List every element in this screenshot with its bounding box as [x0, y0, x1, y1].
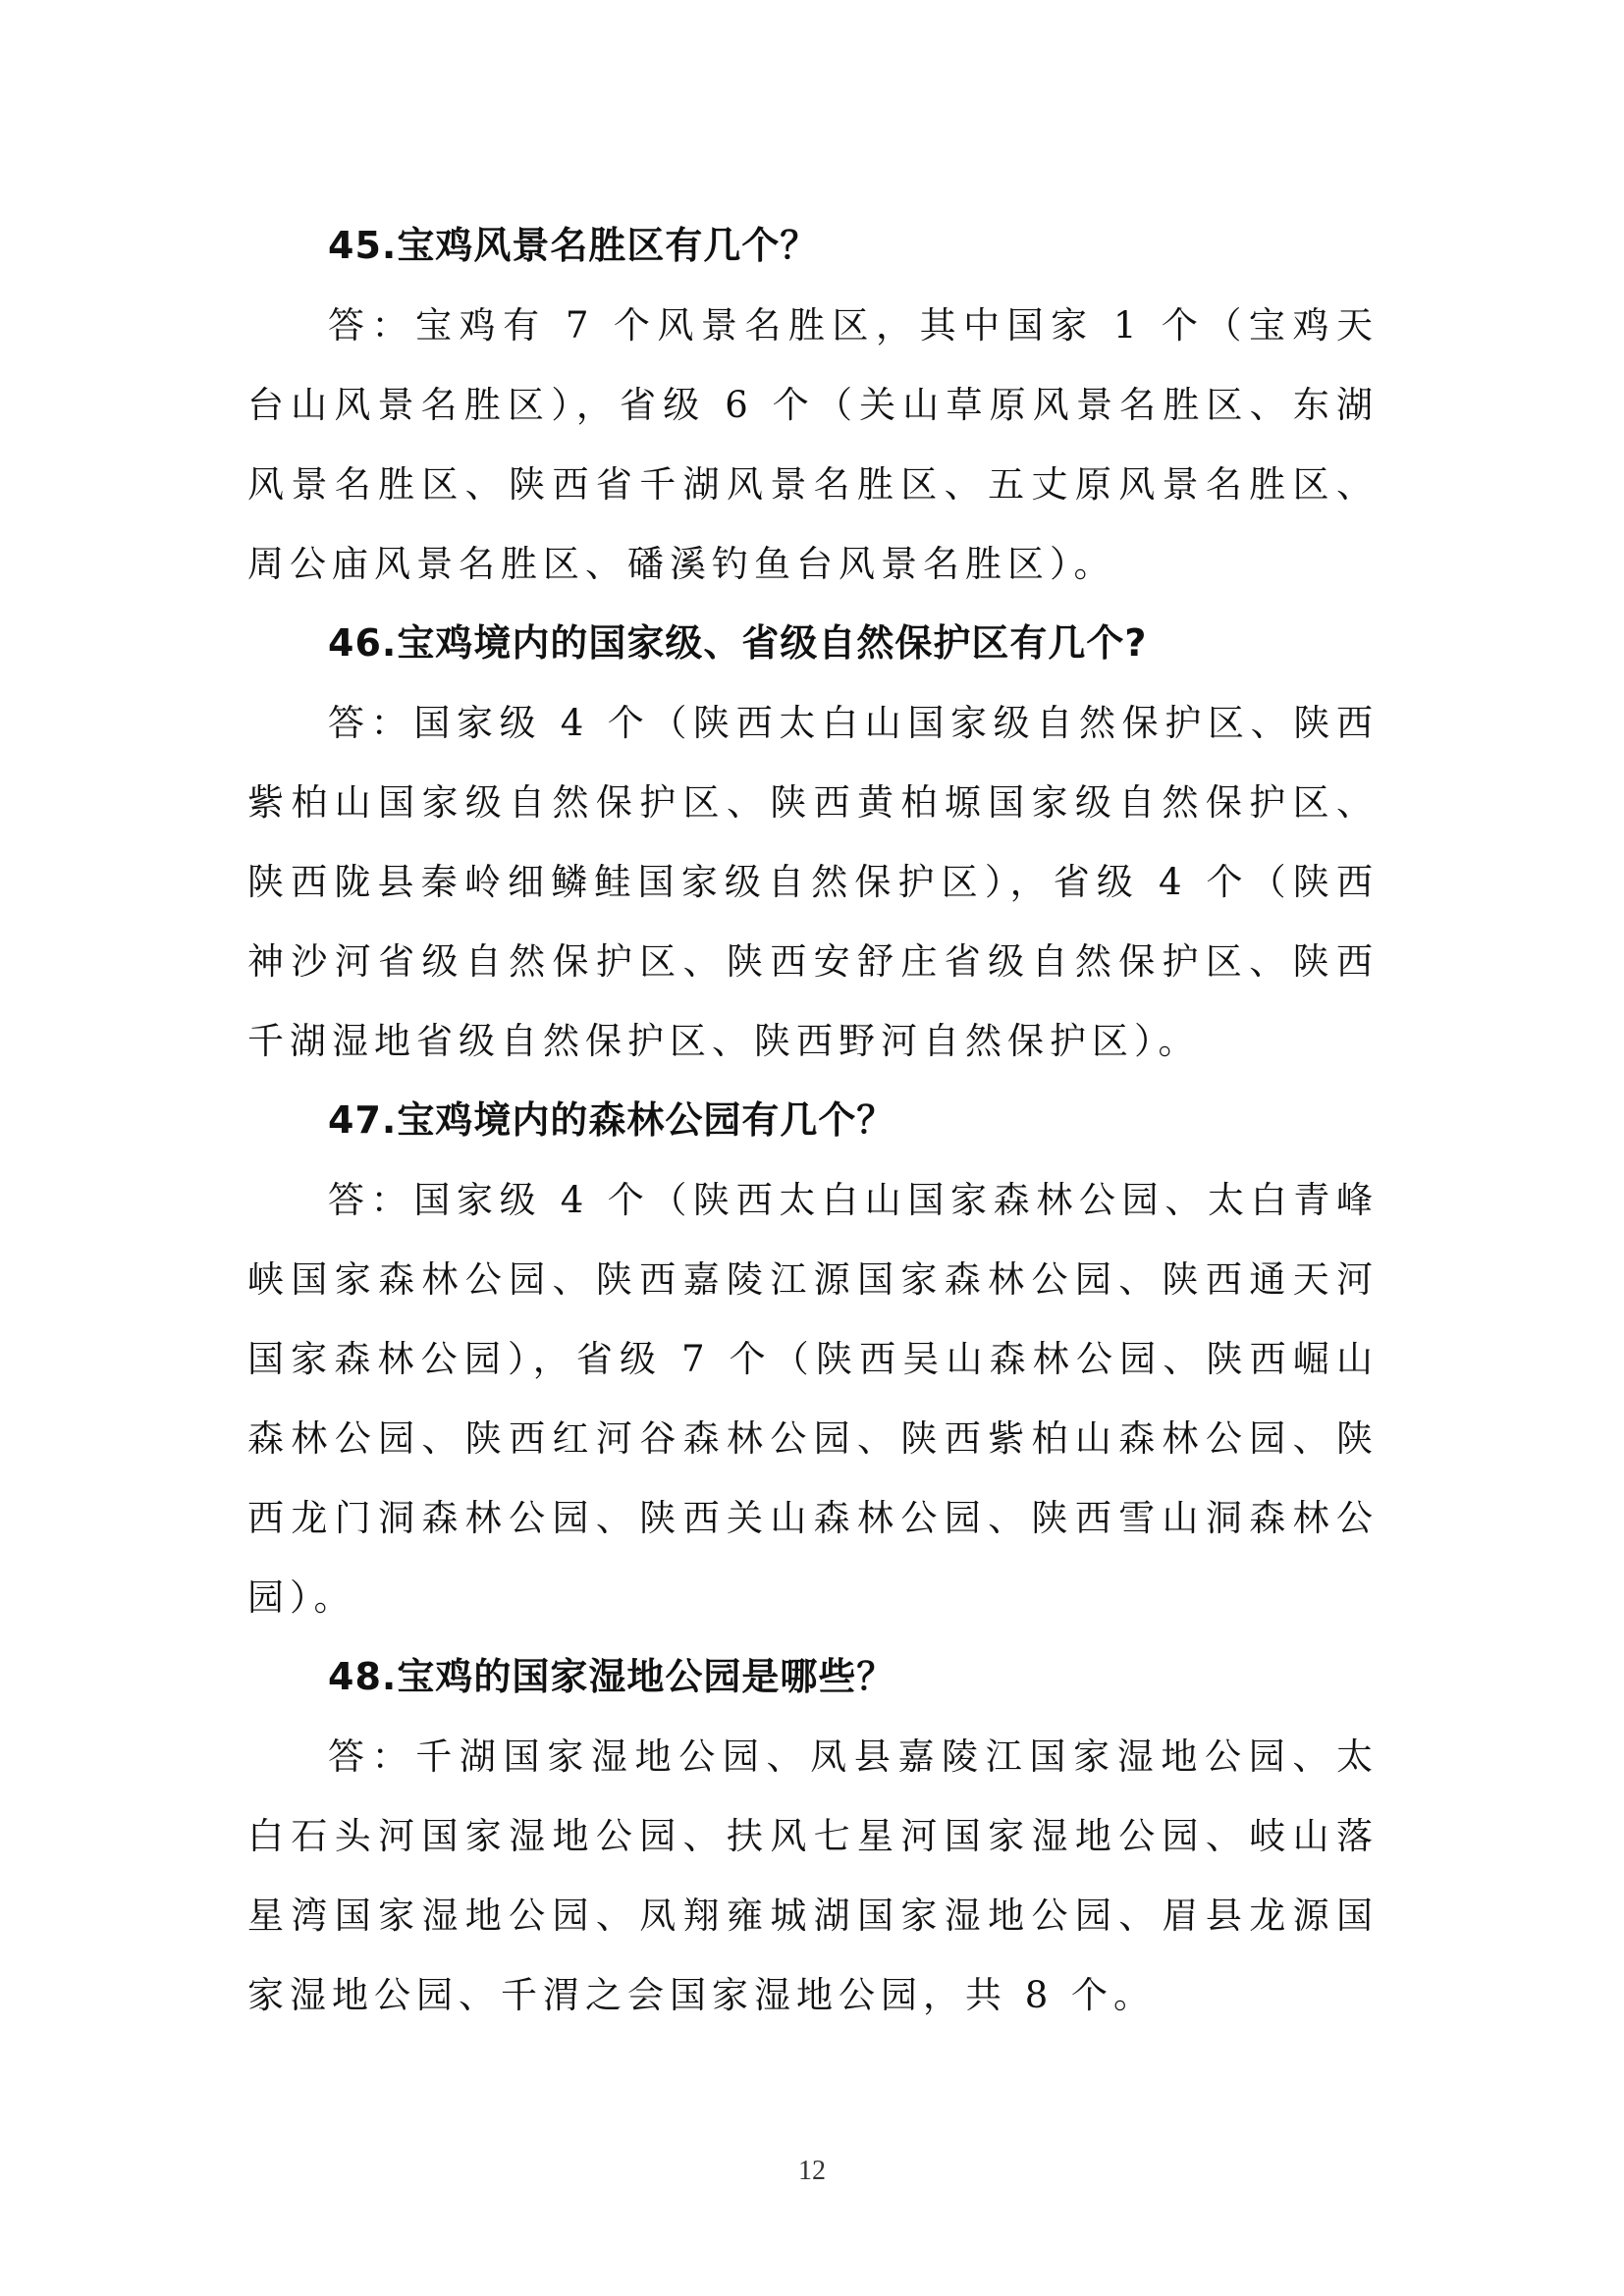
answer-48: 答：千湖国家湿地公园、凤县嘉陵江国家湿地公园、太白石头河国家湿地公园、扶风七星河国家湿地公园、岐山落星湾国家湿地公园、凤翔雍城湖国家湿地公园、眉县龙源国家湿地公园、千渭之会国家湿地公园，共 8 个。 — [247, 1735, 1379, 2016]
question-47: 47.宝鸡境内的森林公园有几个？ — [328, 1098, 895, 1142]
answer-45: 答：宝鸡有 7 个风景名胜区，其中国家 1 个（宝鸡天台山风景名胜区），省级 6 个（关山草原风景名胜区、东湖风景名胜区、陕西省千湖风景名胜区、五丈原风景名胜区、周公庙风景名胜区、磻溪钓鱼台风景名胜区）。 — [247, 304, 1379, 585]
page-number: 12 — [798, 2156, 826, 2186]
answer-46: 答：国家级 4 个（陕西太白山国家级自然保护区、陕西紫柏山国家级自然保护区、陕西黄柏塬国家级自然保护区、陕西陇县秦岭细鳞鲑国家级自然保护区），省级 4 个（陕西神沙河省级自然保护区、陕西安舒庄省级自然保护区、陕西千湖湿地省级自然保护区、陕西野河自然保护区）。 — [247, 702, 1379, 1062]
document-body — [247, 206, 1379, 2035]
question-48: 48.宝鸡的国家湿地公园是哪些？ — [328, 1655, 895, 1698]
answer-47: 答：国家级 4 个（陕西太白山国家森林公园、太白青峰峡国家森林公园、陕西嘉陵江源国家森林公园、陕西通天河国家森林公园），省级 7 个（陕西吴山森林公园、陕西崛山森林公园、陕西红河谷森林公园、陕西紫柏山森林公园、陕西龙门洞森林公园、陕西关山森林公园、陕西雪山洞森林公园）。 — [247, 1179, 1379, 1619]
question-46: 46.宝鸡境内的国家级、省级自然保护区有几个? — [328, 621, 1148, 665]
question-45: 45.宝鸡风景名胜区有几个？ — [328, 224, 819, 267]
